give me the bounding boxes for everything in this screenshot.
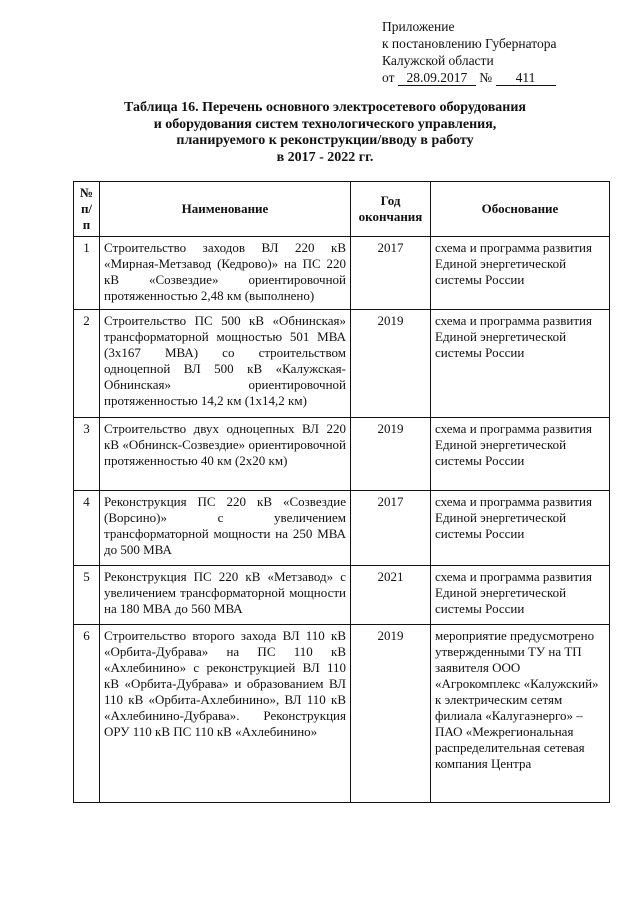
row-year: 2019 bbox=[351, 418, 431, 491]
header-line-decree: к постановлению Губернатора bbox=[382, 36, 557, 51]
row-year: 2021 bbox=[351, 566, 431, 625]
row-name: Строительство ПС 500 кВ «Обнинская» трансформаторной мощностью 501 МВА (3х167 МВА) со строительством одноцепной ВЛ 500 кВ «Калужская-Обнинская» ориентировочной протяженностью 14,2 км (1х14,2 км) bbox=[100, 310, 351, 418]
row-num: 3 bbox=[74, 418, 100, 491]
row-basis: схема и программа развития Единой энергетической системы России bbox=[431, 566, 610, 625]
row-name: Строительство двух одноцепных ВЛ 220 кВ «Обнинск-Созвездие» ориентировочной протяженностью 40 км (2х20 км) bbox=[100, 418, 351, 491]
row-year: 2019 bbox=[351, 310, 431, 418]
row-num: 5 bbox=[74, 566, 100, 625]
header-line-region: Калужской области bbox=[382, 53, 494, 68]
table-title bbox=[60, 100, 590, 166]
header-basis: Обоснование bbox=[431, 182, 610, 237]
row-year: 2017 bbox=[351, 491, 431, 566]
header-line-appendix: Приложение bbox=[382, 19, 455, 34]
row-year: 2019 bbox=[351, 625, 431, 803]
row-num: 2 bbox=[74, 310, 100, 418]
document-header bbox=[382, 18, 622, 86]
table-row bbox=[74, 625, 610, 803]
table-row bbox=[74, 418, 610, 491]
table-header-row bbox=[74, 182, 610, 237]
row-name: Строительство второго захода ВЛ 110 кВ «Орбита-Дубрава» на ПС 110 кВ «Ахлебинино» с реконструкцией ВЛ 110 кВ «Орбита-Дубрава» и образованием ВЛ 110 кВ «Орбита-Ахлебинино», ВЛ 110 кВ «Ахлебинино-Дубрава». Реконструкция ОРУ 110 кВ ПС 110 кВ «Ахлебинино» bbox=[100, 625, 351, 803]
row-basis: схема и программа развития Единой энергетической системы России bbox=[431, 237, 610, 310]
row-basis: схема и программа развития Единой энергетической системы России bbox=[431, 418, 610, 491]
equipment-table bbox=[73, 181, 610, 803]
row-basis: схема и программа развития Единой энергетической системы России bbox=[431, 491, 610, 566]
header-date-line bbox=[382, 69, 622, 86]
table-row bbox=[74, 310, 610, 418]
row-basis: мероприятие предусмотрено утвержденными ТУ на ТП заявителя ООО «Агрокомплекс «Калужский» к электрическим сетям филиала «Калугаэнерго» – ПАО «Межрегиональная распределительная сетевая компания Центра bbox=[431, 625, 610, 803]
title-line-3: планируемого к реконструкции/вводу в работу bbox=[176, 133, 474, 148]
title-line-4: в 2017 - 2022 гг. bbox=[276, 149, 374, 165]
header-number: 411 bbox=[496, 71, 556, 86]
row-basis: схема и программа развития Единой энергетической системы России bbox=[431, 310, 610, 418]
row-num: 6 bbox=[74, 625, 100, 803]
header-ot: от bbox=[382, 70, 395, 85]
title-line-1: Таблица 16. Перечень основного электросетевого оборудования bbox=[124, 100, 526, 115]
header-name: Наименование bbox=[100, 182, 351, 237]
row-num: 4 bbox=[74, 491, 100, 566]
title-line-2: и оборудования систем технологического управления, bbox=[153, 116, 497, 132]
row-name: Реконструкция ПС 220 кВ «Метзавод» с увеличением трансформаторной мощности на 180 МВА до 560 МВА bbox=[100, 566, 351, 625]
header-year: Год окончания bbox=[351, 182, 431, 237]
row-num: 1 bbox=[74, 237, 100, 310]
table-row bbox=[74, 566, 610, 625]
header-number-sign: № bbox=[479, 70, 493, 85]
row-name: Реконструкция ПС 220 кВ «Созвездие (Ворсино)» с увеличением трансформаторной мощности на 250 МВА до 500 МВА bbox=[100, 491, 351, 566]
header-num: № п/п bbox=[74, 182, 100, 237]
table-row bbox=[74, 237, 610, 310]
header-date: 28.09.2017 bbox=[398, 71, 476, 86]
row-year: 2017 bbox=[351, 237, 431, 310]
row-name: Строительство заходов ВЛ 220 кВ «Мирная-Метзавод (Кедрово)» на ПС 220 кВ «Созвездие» ориентировочной протяженностью 2,48 км (выполнено) bbox=[100, 237, 351, 310]
table-row bbox=[74, 491, 610, 566]
